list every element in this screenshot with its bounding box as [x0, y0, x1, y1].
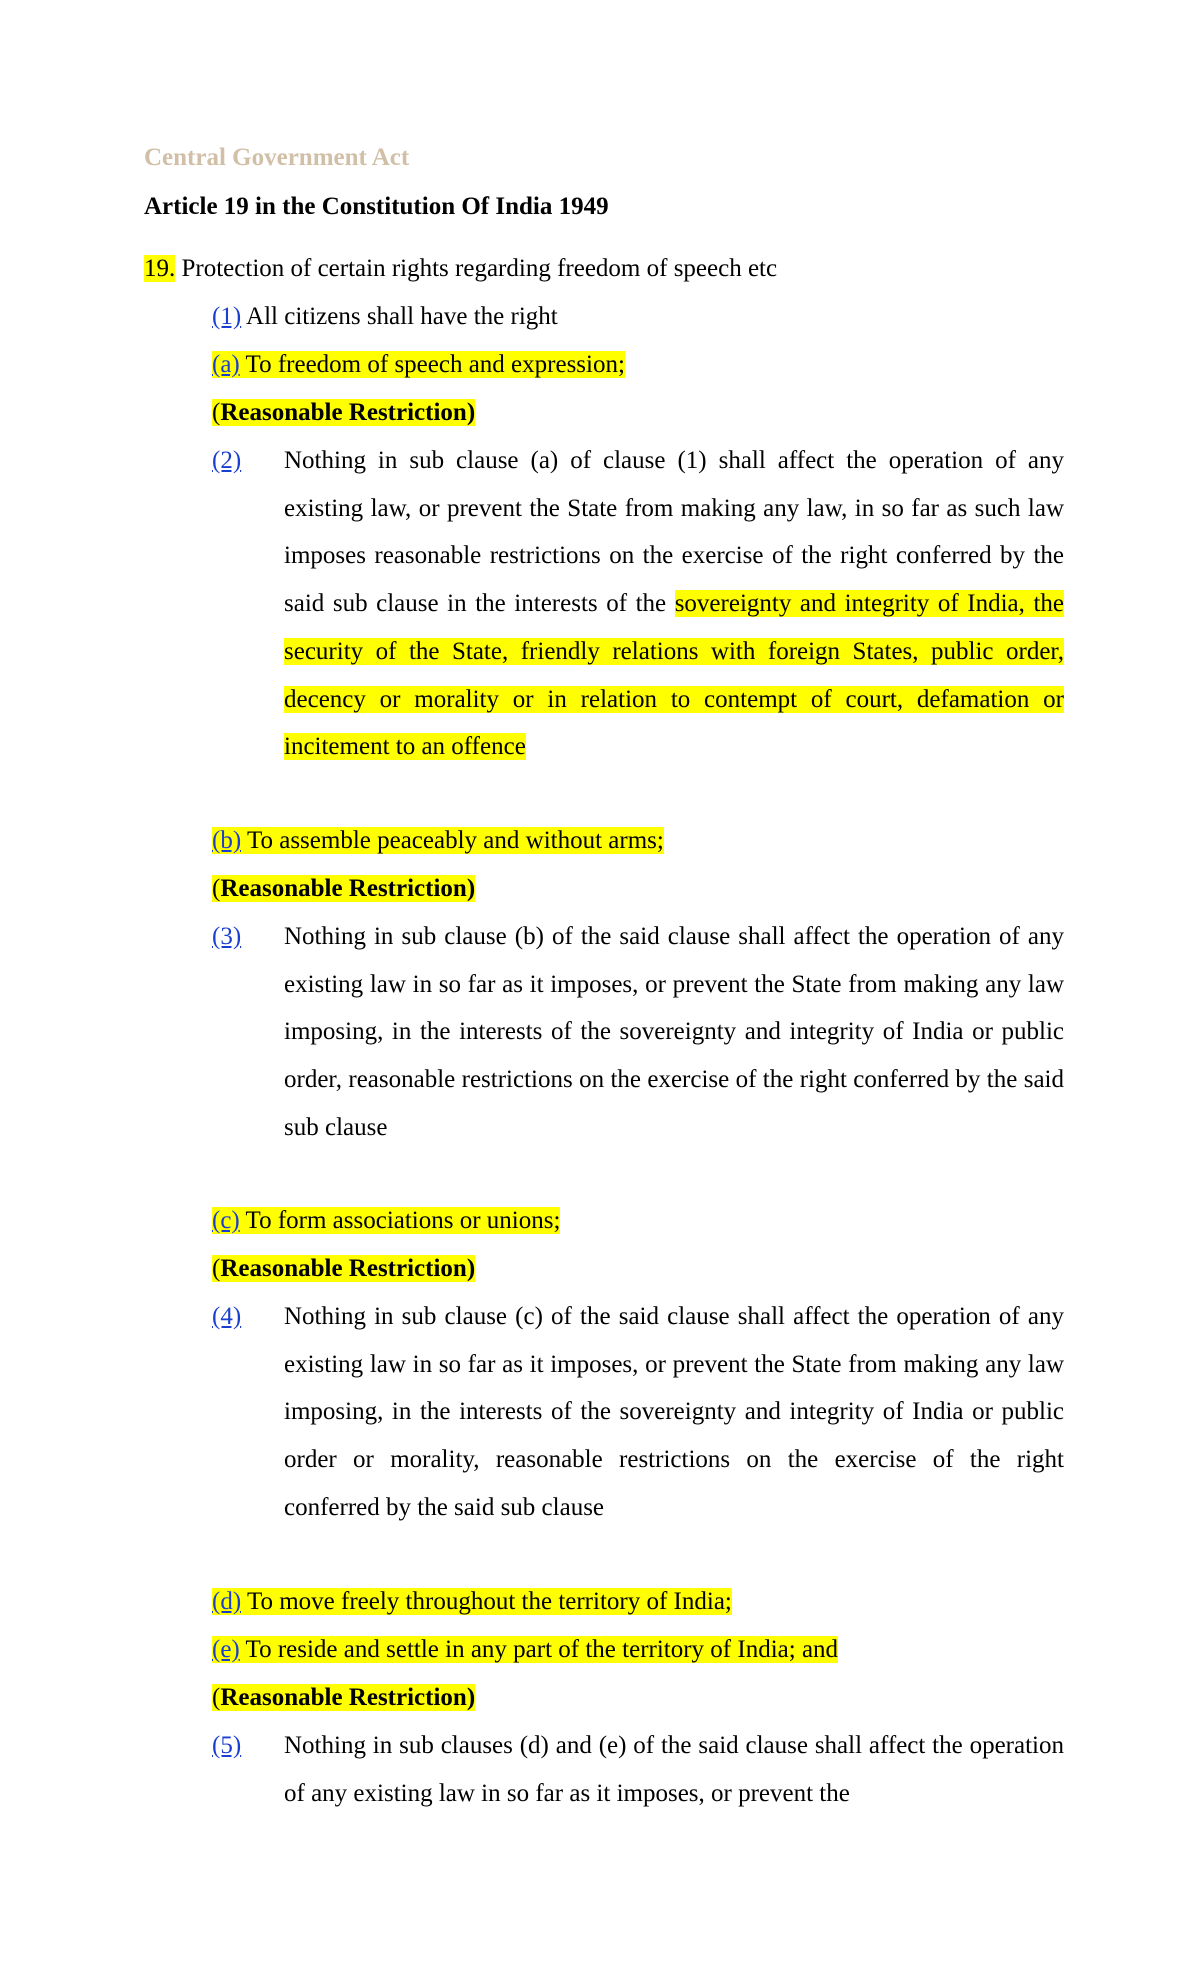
- subclause-c-text: To form associations or unions;: [239, 1207, 561, 1234]
- subclause-c-link[interactable]: (c): [212, 1207, 240, 1234]
- subclause-e-link[interactable]: (e): [212, 1636, 240, 1663]
- clause-2-link[interactable]: (2): [212, 447, 242, 474]
- clause-4-number: [212, 1302, 241, 1332]
- clause-4-link[interactable]: (4): [212, 1303, 242, 1330]
- subclause-d: [212, 1587, 732, 1617]
- clause-4-text: Nothing in sub clause (c) of the said clause shall affect the operation of any existing law in so far as it imposes, or prevent the State from making any law imposing, in the interests of the sovereignty and integrity of India or public order or morality, reasonable restrictions on the exercise of the right conferred by the said sub clause: [284, 1303, 1064, 1521]
- restriction-label-3: (Reasonable Restriction): [212, 1255, 476, 1282]
- clause-5-number: [212, 1731, 241, 1761]
- clause-2-text: Nothing in sub clause (a) of clause (1) shall affect the operation of any existing law, or prevent the State from making any law, in so far as such law imposes reasonable restrictions on the exercise of the right conferred by the said sub clause in the interests of the sovereignty and integrity of India, the security of the State, friendly relations with foreign States, public order, decency or morality or in relation to contempt of court, defamation or incitement to an offence: [284, 447, 1064, 761]
- clause-1: [212, 302, 558, 332]
- restriction-label-4: (Reasonable Restriction): [212, 1684, 476, 1711]
- document-title: Article 19 in the Constitution Of India 1949: [144, 193, 609, 220]
- restriction-label-1: (Reasonable Restriction): [212, 399, 476, 426]
- subclause-d-link[interactable]: (d): [212, 1588, 242, 1615]
- document-type-label: Central Government Act: [144, 144, 410, 171]
- article-number: 19.: [144, 255, 176, 282]
- subclause-a-link[interactable]: (a): [212, 351, 240, 378]
- clause-3-number: [212, 922, 241, 952]
- clause-1-link[interactable]: (1): [212, 303, 242, 330]
- clause-3-text: Nothing in sub clause (b) of the said clause shall affect the operation of any existing law in so far as it imposes, or prevent the State from making any law imposing, in the interests of the sovereignty and integrity of India or public order, reasonable restrictions on the exercise of the right conferred by the said sub clause: [284, 923, 1064, 1141]
- subclause-d-text: To move freely throughout the territory of India;: [241, 1588, 732, 1615]
- subclause-a-text: To freedom of speech and expression;: [239, 351, 625, 378]
- subclause-a: [212, 350, 625, 380]
- clause-2-number: [212, 446, 241, 476]
- clause-1-text: All citizens shall have the right: [241, 303, 558, 330]
- article-heading-text: Protection of certain rights regarding freedom of speech etc: [175, 255, 778, 282]
- clause-5-text: Nothing in sub clauses (d) and (e) of the said clause shall affect the operation of any existing law in so far as it imposes, or prevent the: [284, 1732, 1064, 1807]
- subclause-c: [212, 1206, 560, 1236]
- article-heading: [144, 254, 777, 284]
- clause-3-link[interactable]: (3): [212, 923, 242, 950]
- restriction-label-2: (Reasonable Restriction): [212, 875, 476, 902]
- subclause-b-text: To assemble peaceably and without arms;: [241, 827, 664, 854]
- subclause-e: [212, 1635, 838, 1665]
- subclause-b: [212, 826, 664, 856]
- subclause-b-link[interactable]: (b): [212, 827, 242, 854]
- clause-5-link[interactable]: (5): [212, 1732, 242, 1759]
- subclause-e-text: To reside and settle in any part of the territory of India; and: [239, 1636, 839, 1663]
